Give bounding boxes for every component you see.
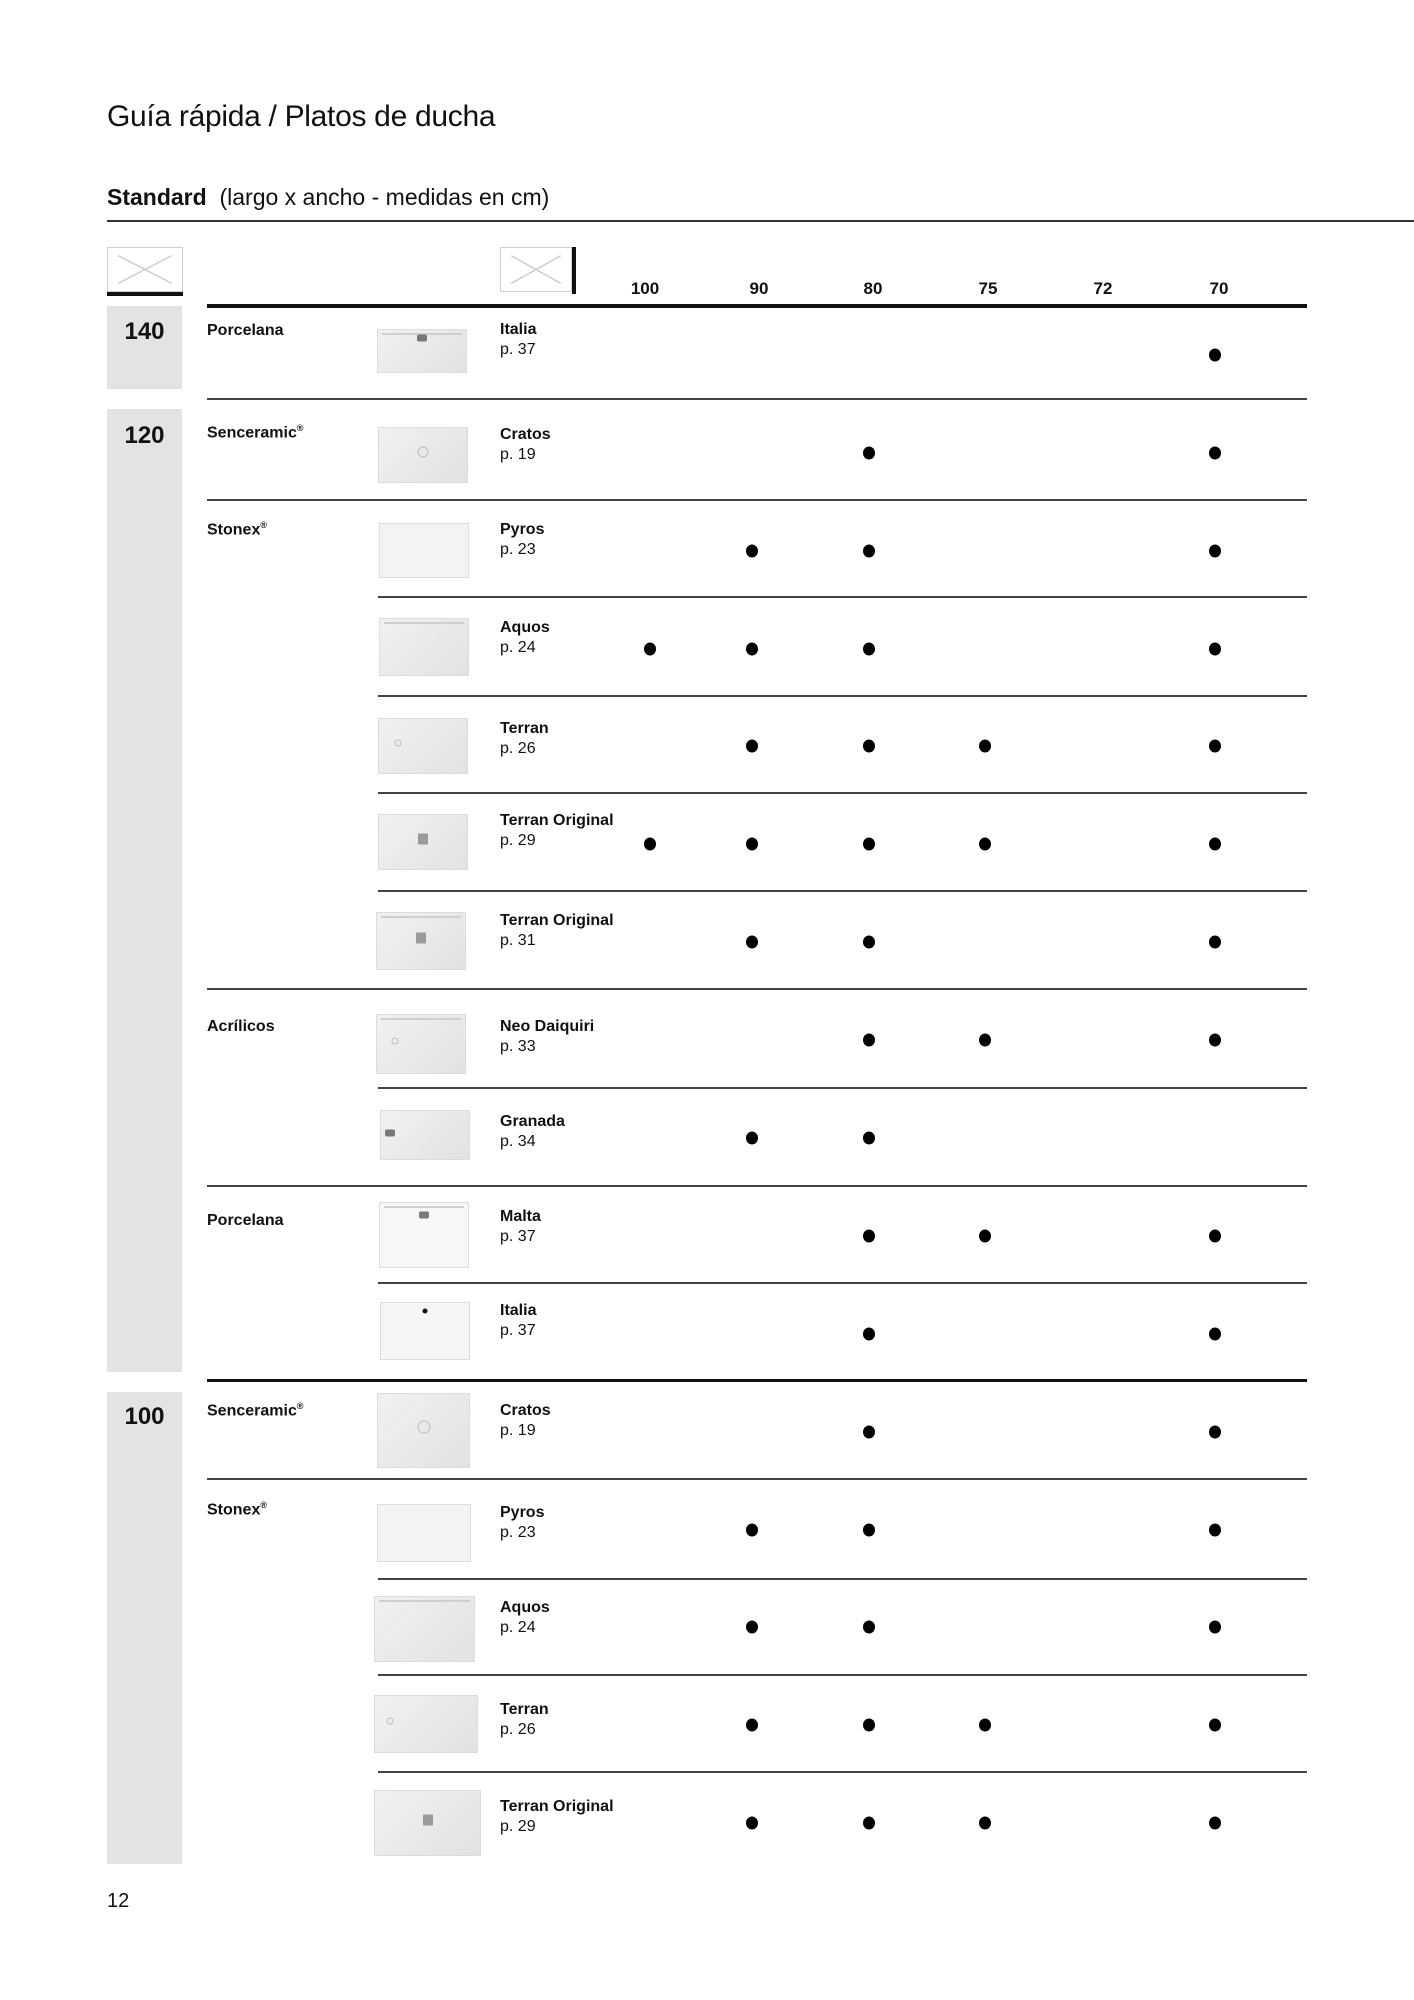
- row-divider: [378, 1282, 1307, 1284]
- product-thumbnail: [374, 1695, 478, 1753]
- availability-dot: [863, 838, 875, 851]
- product-name: Cratos: [500, 426, 551, 443]
- product-entry[interactable]: [500, 1700, 549, 1740]
- product-page-ref: p. 34: [500, 1133, 536, 1150]
- product-page-ref: p. 37: [500, 1228, 536, 1245]
- row-divider: [378, 1674, 1307, 1676]
- product-entry[interactable]: [500, 1503, 544, 1543]
- column-header-80: 80: [863, 279, 883, 298]
- product-entry[interactable]: [500, 618, 550, 658]
- column-header-100: 100: [630, 279, 660, 298]
- availability-dot: [746, 1524, 758, 1537]
- availability-dot: [979, 1817, 991, 1830]
- availability-dot: [746, 1719, 758, 1732]
- material-label: Senceramic®: [207, 1401, 304, 1420]
- product-name: Aquos: [500, 619, 550, 636]
- availability-dot: [1209, 349, 1221, 362]
- availability-dot: [1209, 1328, 1221, 1341]
- size-label-100: 100: [124, 1403, 165, 1430]
- availability-dot: [979, 1034, 991, 1047]
- product-thumbnail: [377, 1504, 471, 1562]
- availability-dot: [1209, 1230, 1221, 1243]
- availability-dot: [1209, 838, 1221, 851]
- availability-dot: [746, 838, 758, 851]
- availability-dot: [863, 1719, 875, 1732]
- availability-dot: [1209, 545, 1221, 558]
- size-group-120: [107, 409, 182, 1372]
- material-label: Stonex®: [207, 520, 267, 539]
- availability-dot: [1209, 1817, 1221, 1830]
- row-divider: [378, 695, 1307, 697]
- product-thumbnail: [379, 523, 469, 578]
- product-entry[interactable]: [500, 811, 614, 851]
- product-entry[interactable]: [500, 1797, 614, 1837]
- product-name: Terran Original: [500, 812, 614, 829]
- width-indicator-bar: [572, 247, 576, 294]
- material-label: Senceramic®: [207, 423, 304, 442]
- row-divider: [378, 1578, 1307, 1580]
- availability-dot: [1209, 740, 1221, 753]
- product-entry[interactable]: [500, 719, 549, 759]
- product-entry[interactable]: [500, 1207, 541, 1247]
- availability-dot: [1209, 1524, 1221, 1537]
- product-page-ref: p. 33: [500, 1038, 536, 1055]
- row-divider: [207, 499, 1307, 501]
- product-entry[interactable]: [500, 1017, 594, 1057]
- product-name: Neo Daiquiri: [500, 1018, 595, 1035]
- product-page-ref: p. 29: [500, 1818, 536, 1835]
- product-thumbnail: [376, 1014, 466, 1074]
- product-page-ref: p. 37: [500, 1322, 536, 1339]
- product-name: Italia: [500, 1302, 537, 1319]
- product-entry[interactable]: [500, 520, 544, 560]
- product-entry[interactable]: [500, 911, 614, 951]
- section-name: Standard: [107, 184, 207, 210]
- product-entry[interactable]: [500, 1301, 536, 1341]
- availability-dot: [863, 740, 875, 753]
- product-thumbnail: [380, 1302, 470, 1360]
- column-header-72: 72: [1093, 279, 1113, 298]
- product-entry[interactable]: [500, 1598, 550, 1638]
- availability-dot: [863, 643, 875, 656]
- availability-dot: [746, 1817, 758, 1830]
- material-label: Porcelana: [207, 322, 284, 339]
- availability-dot: [746, 740, 758, 753]
- product-name: Terran Original: [500, 912, 614, 929]
- availability-dot: [863, 1132, 875, 1145]
- row-divider: [207, 1185, 1307, 1187]
- product-thumbnail: [378, 427, 468, 483]
- availability-dot: [1209, 936, 1221, 949]
- availability-dot: [863, 1230, 875, 1243]
- column-header-70: 70: [1209, 279, 1229, 298]
- availability-dot: [1209, 1621, 1221, 1634]
- availability-dot: [863, 1328, 875, 1341]
- availability-dot: [746, 1621, 758, 1634]
- availability-dot: [979, 1719, 991, 1732]
- product-page-ref: p. 29: [500, 832, 536, 849]
- material-label: Porcelana: [207, 1212, 284, 1229]
- row-divider: [207, 988, 1307, 990]
- product-thumbnail: [378, 718, 468, 774]
- row-divider: [378, 792, 1307, 794]
- product-page-ref: p. 31: [500, 932, 536, 949]
- availability-dot: [863, 1034, 875, 1047]
- product-thumbnail: [377, 1393, 470, 1468]
- availability-dot: [979, 740, 991, 753]
- product-thumbnail: [376, 912, 466, 970]
- availability-dot: [746, 1132, 758, 1145]
- product-thumbnail: [378, 814, 468, 870]
- size-group-100: [107, 1392, 182, 1864]
- row-divider: [207, 1478, 1307, 1480]
- product-name: Granada: [500, 1113, 565, 1130]
- page-number: 12: [107, 1890, 130, 1912]
- page-title: Guía rápida / Platos de ducha: [107, 100, 496, 133]
- product-thumbnail: [377, 329, 467, 373]
- availability-dot: [1209, 643, 1221, 656]
- availability-dot: [1209, 1719, 1221, 1732]
- availability-dot: [746, 545, 758, 558]
- availability-dot: [1209, 1426, 1221, 1439]
- product-entry[interactable]: [500, 1401, 551, 1441]
- row-divider: [207, 398, 1307, 400]
- product-page-ref: p. 37: [500, 341, 536, 358]
- availability-dot: [644, 643, 656, 656]
- row-divider: [378, 1771, 1307, 1773]
- availability-dot: [863, 1817, 875, 1830]
- size-label-140: 140: [124, 318, 165, 345]
- row-divider: [378, 1087, 1307, 1089]
- product-name: Terran Original: [500, 1798, 614, 1815]
- availability-dot: [863, 545, 875, 558]
- row-divider: [378, 890, 1307, 892]
- availability-dot: [863, 1621, 875, 1634]
- product-name: Cratos: [500, 1402, 551, 1419]
- section-units: (largo x ancho - medidas en cm): [219, 184, 550, 210]
- product-name: Aquos: [500, 1599, 550, 1616]
- product-entry[interactable]: [500, 320, 536, 360]
- length-indicator-bar: [107, 292, 183, 296]
- availability-dot: [863, 936, 875, 949]
- product-page-ref: p. 26: [500, 740, 536, 757]
- availability-dot: [644, 838, 656, 851]
- product-entry[interactable]: [500, 1112, 565, 1152]
- availability-dot: [863, 447, 875, 460]
- product-thumbnail: [379, 1202, 469, 1268]
- availability-dot: [979, 838, 991, 851]
- product-thumbnail: [379, 618, 469, 676]
- product-thumbnail: [380, 1110, 470, 1160]
- product-name: Terran: [500, 720, 549, 737]
- tray-length-icon: [107, 247, 183, 292]
- top-divider: [107, 220, 1414, 222]
- product-name: Terran: [500, 1701, 549, 1718]
- availability-dot: [979, 1230, 991, 1243]
- product-page-ref: p. 24: [500, 1619, 536, 1636]
- header-divider: [207, 304, 1307, 308]
- product-page-ref: p. 19: [500, 446, 536, 463]
- column-header-75: 75: [978, 279, 998, 298]
- product-page-ref: p. 24: [500, 639, 536, 656]
- column-header-90: 90: [749, 279, 769, 298]
- product-entry[interactable]: [500, 425, 551, 465]
- size-group-divider: [207, 1379, 1307, 1382]
- availability-dot: [1209, 1034, 1221, 1047]
- product-name: Italia: [500, 321, 537, 338]
- section-subtitle: [107, 184, 549, 211]
- product-name: Pyros: [500, 521, 545, 538]
- product-page-ref: p. 23: [500, 541, 536, 558]
- product-page-ref: p. 26: [500, 1721, 536, 1738]
- row-divider: [378, 596, 1307, 598]
- product-name: Pyros: [500, 1504, 545, 1521]
- availability-dot: [863, 1524, 875, 1537]
- availability-dot: [1209, 447, 1221, 460]
- tray-width-icon: [500, 247, 572, 292]
- product-thumbnail: [374, 1790, 481, 1856]
- material-label: Stonex®: [207, 1500, 267, 1519]
- material-label: Acrílicos: [207, 1018, 275, 1035]
- product-name: Malta: [500, 1208, 541, 1225]
- product-page-ref: p. 19: [500, 1422, 536, 1439]
- size-label-120: 120: [124, 422, 165, 449]
- product-page-ref: p. 23: [500, 1524, 536, 1541]
- availability-dot: [746, 643, 758, 656]
- product-thumbnail: [374, 1596, 475, 1662]
- availability-dot: [746, 936, 758, 949]
- availability-dot: [863, 1426, 875, 1439]
